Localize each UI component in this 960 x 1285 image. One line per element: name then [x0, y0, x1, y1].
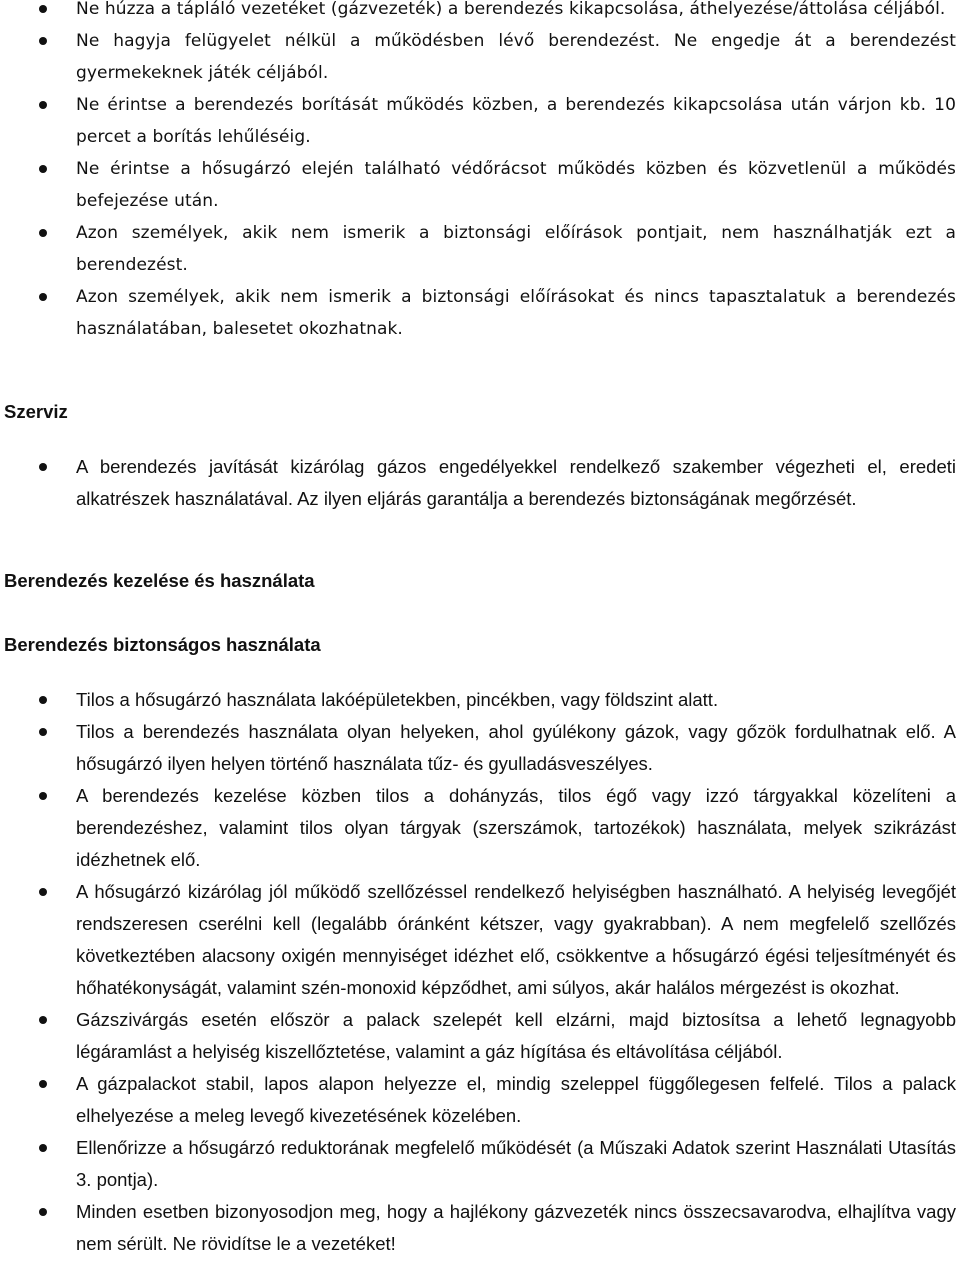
list-item-text: A hősugárzó kizárólag jól működő szellőzéssel rendelkező helyiségben használható. A helyiség levegőjét rendszeresen cserélni kell (legalább óránként kétszer, vagy gyakrabban). A nem megfelelő szellőzés következtében alacsony oxigén mennyiséget idézhet elő, csökkentve a hősugárzó égési teljesítményét és hőhatékonyságát, valamint szén-monoxid képződhet, ami súlyos, akár halálos mérgezést is okozhat.	[76, 881, 956, 998]
list-item-text: Gázszivárgás esetén először a palack szelepét kell elzárni, majd biztosítsa a lehető legnagyobb légáramlást a helyiség kiszellőztetése, valamint a gáz hígítása és eltávolítása céljából.	[76, 1009, 956, 1062]
list-item-text: Tilos a berendezés használata olyan helyeken, ahol gyúlékony gázok, vagy gőzök fordulhatnak elő. A hősugárzó ilyen helyen történő használata tűz- és gyulladásveszélyes.	[76, 721, 956, 774]
list-item-text: Minden esetben bizonyosodjon meg, hogy a hajlékony gázvezeték nincs összecsavarodva, elhajlítva vagy nem sérült. Ne rövidítse le a vezetéket!	[76, 1201, 956, 1254]
service-heading: Szerviz	[4, 401, 68, 422]
list-item-text: Ellenőrizze a hősugárzó reduktorának megfelelő működését (a Műszaki Adatok szerint Használati Utasítás 3. pontja).	[76, 1137, 956, 1190]
bullet-icon	[39, 463, 47, 471]
list-item-text: Ne érintse a hősugárzó elején található védőrácsot működés közben és közvetlenül a működés befejezése után.	[76, 159, 956, 211]
safe-use-heading: Berendezés biztonságos használata	[4, 634, 321, 655]
safe-use-list	[0, 684, 960, 1260]
bullet-icon	[39, 1016, 47, 1024]
bullet-icon	[39, 165, 47, 173]
list-item	[0, 217, 960, 281]
list-item-text: Azon személyek, akik nem ismerik a biztonsági előírásokat és nincs tapasztalatuk a berendezés használatában, balesetet okozhatnak.	[76, 287, 956, 339]
list-item-text: A berendezés javítását kizárólag gázos engedélyekkel rendelkező szakember végezheti el, eredeti alkatrészek használatával. Az ilyen eljárás garantálja a berendezés biztonságának megőrzését.	[76, 456, 956, 509]
bullet-icon	[39, 1080, 47, 1088]
bullet-icon	[39, 1208, 47, 1216]
list-item	[0, 1004, 960, 1068]
list-item-text: Ne húzza a tápláló vezetéket (gázvezeték) a berendezés kikapcsolása, áthelyezése/áttolása céljából.	[76, 0, 946, 19]
list-item	[0, 1132, 960, 1196]
list-item-text: Ne érintse a berendezés borítását működés közben, a berendezés kikapcsolása után várjon kb. 10 percet a borítás lehűléséig.	[76, 95, 956, 147]
bullet-icon	[39, 888, 47, 896]
bullet-icon	[39, 101, 47, 109]
list-item-text: A gázpalackot stabil, lapos alapon helyezze el, mindig szeleppel függőlegesen felfelé. Tilos a palack elhelyezése a meleg levegő kivezetésének közelében.	[76, 1073, 956, 1126]
bullet-icon	[39, 37, 47, 45]
list-item	[0, 780, 960, 876]
list-item	[0, 153, 960, 217]
list-item-text: A berendezés kezelése közben tilos a dohányzás, tilos égő vagy izzó tárgyakkal közelíteni a berendezéshez, valamint tilos olyan tárgyak (szerszámok, tartozékok) használata, melyek szikrázást idézhetnek elő.	[76, 785, 956, 870]
list-item	[0, 281, 960, 345]
list-item-text: Ne hagyja felügyelet nélkül a működésben lévő berendezést. Ne engedje át a berendezést gyermekeknek játék céljából.	[76, 31, 956, 83]
list-item	[0, 684, 960, 716]
list-item	[0, 1196, 960, 1260]
list-item	[0, 451, 960, 515]
bullet-icon	[39, 5, 47, 13]
list-item	[0, 0, 960, 25]
list-item	[0, 25, 960, 89]
bullet-icon	[39, 728, 47, 736]
bullet-icon	[39, 293, 47, 301]
safety-list	[0, 0, 960, 345]
service-list	[0, 451, 960, 515]
bullet-icon	[39, 1144, 47, 1152]
list-item-text: Azon személyek, akik nem ismerik a biztonsági előírások pontjait, nem használhatják ezt a berendezést.	[76, 223, 956, 275]
list-item-text: Tilos a hősugárzó használata lakóépületekben, pincékben, vagy földszint alatt.	[76, 689, 719, 710]
handling-heading: Berendezés kezelése és használata	[4, 570, 315, 591]
bullet-icon	[39, 229, 47, 237]
list-item	[0, 89, 960, 153]
list-item	[0, 1068, 960, 1132]
list-item	[0, 876, 960, 1004]
bullet-icon	[39, 696, 47, 704]
list-item	[0, 716, 960, 780]
bullet-icon	[39, 792, 47, 800]
